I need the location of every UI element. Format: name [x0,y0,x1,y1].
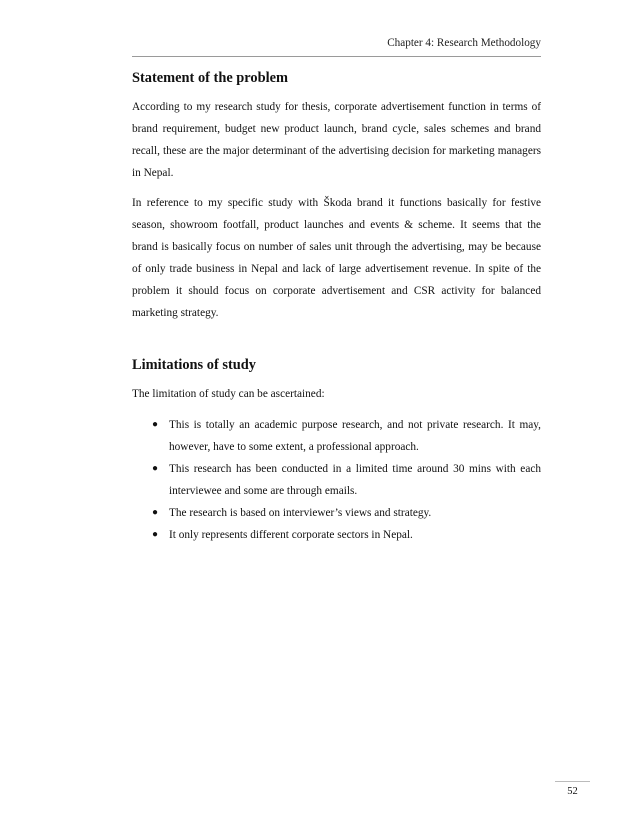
footer-divider [555,781,590,782]
chapter-title: Chapter 4: Research Methodology [387,37,541,49]
list-item-text: It only represents different corporate sectors in Nepal. [169,529,413,541]
list-item-text: The research is based on interviewer’s views and strategy. [169,507,432,519]
list-item [152,458,541,502]
limitations-intro: The limitation of study can be ascertained: [132,388,325,400]
list-item-text: This research has been conducted in a limited time around 30 mins with each interviewee and some are through emails. [169,463,541,497]
limitations-list [132,414,541,546]
list-item [152,524,541,546]
statement-heading: Statement of the problem [132,70,289,86]
list-item-text: This is totally an academic purpose research, and not private research. It may, however, have to some extent, a professional approach. [169,419,541,453]
statement-paragraph-1: According to my research study for thesis, corporate advertisement function in terms of brand requirement, budget new product launch, brand cycle, sales schemes and brand recall, these are the major determinant of the advertising decision for marketing managers in Nepal. [132,101,541,179]
bullet-icon: ● [152,419,159,430]
page-header [132,36,541,57]
statement-paragraph-2: In reference to my specific study with Škoda brand it functions basically for festive season, showroom footfall, product launches and events & scheme. It seems that the brand is basically focus on number of sales unit through the advertising, may be because of only trade business in Nepal and lack of large advertisement revenue. In spite of the problem it should focus on corporate advertisement and CSR activity for balanced marketing strategy. [132,197,541,319]
bullet-icon: ● [152,463,159,474]
bullet-icon: ● [152,529,159,540]
bullet-icon: ● [152,507,159,518]
page-number: 52 [567,786,578,797]
list-item [152,414,541,458]
list-item [152,502,541,524]
limitations-heading: Limitations of study [132,357,256,373]
page-body [132,68,541,546]
